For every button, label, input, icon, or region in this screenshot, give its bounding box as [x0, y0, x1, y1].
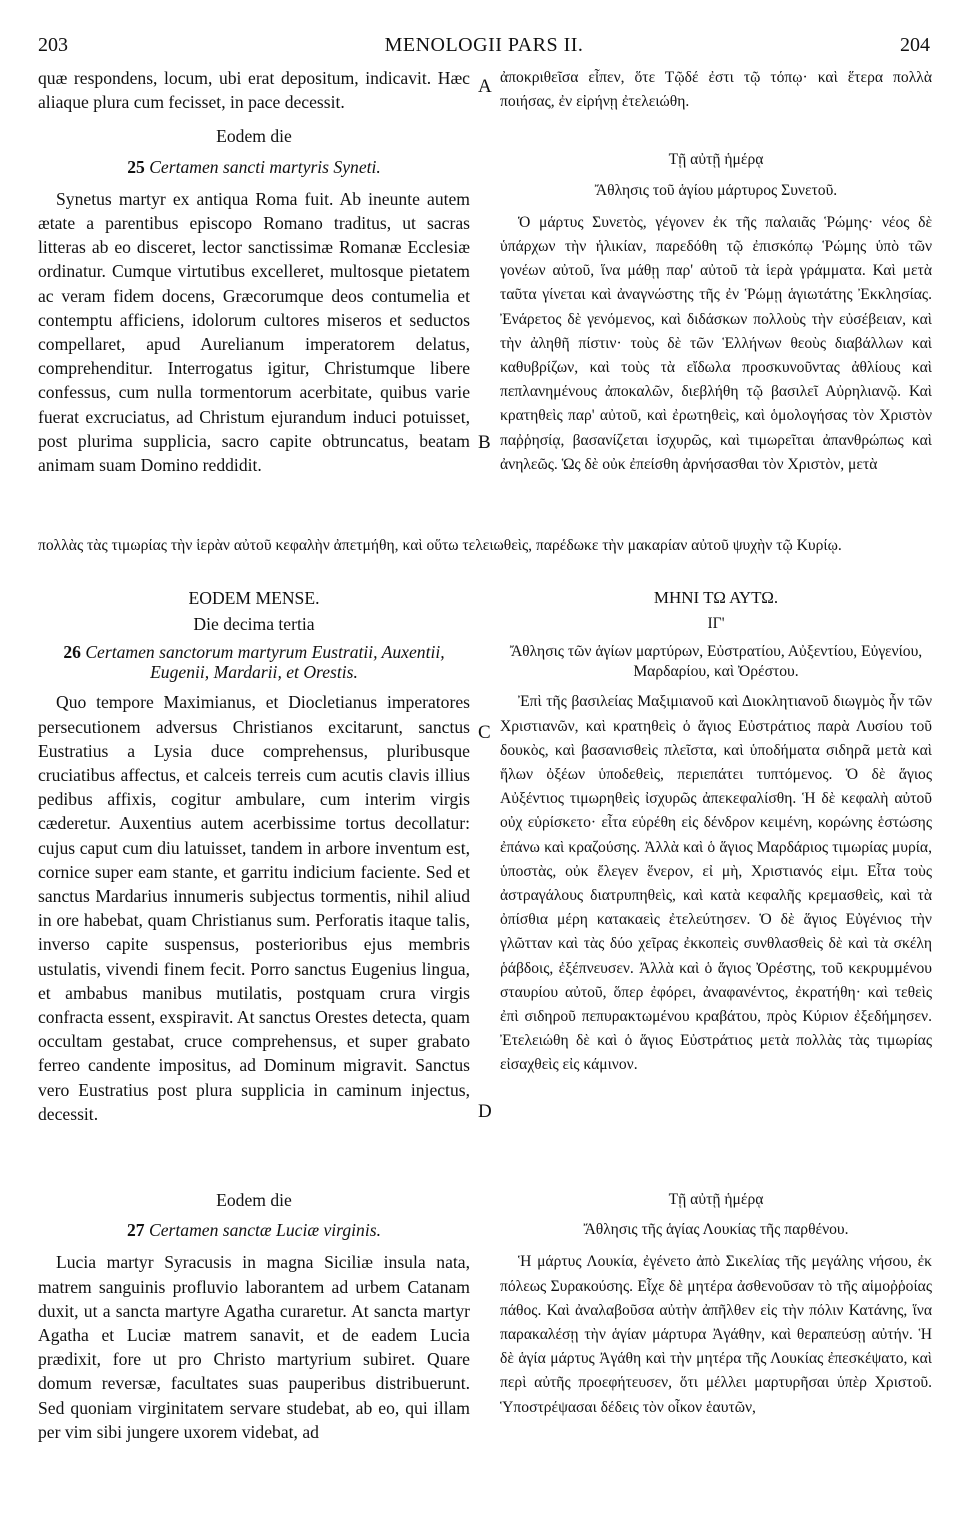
greek-title-26: Ἄθλησις τῶν ἁγίων μαρτύρων, Εὐστρατίου, Αὐξεντίου, Εὐγενίου, Μαρδαρίου, καὶ Ὀρέστου. — [509, 643, 923, 681]
greek-paragraph-26: Ἐπὶ τῆς βασιλείας Μαξιμιανοῦ καὶ Διοκλητιανοῦ διωγμὸς ἦν τῶν Χριστιανῶν, καὶ κρατηθεὶς ὁ ἅγιος Εὐστράτιος παρὰ Λυσίου τοῦ δουκὸς, καὶ βασανισθεὶς πλεῖστα, καὶ ὑποδήματα σιδηρᾶ μετὰ καὶ ἥλων ὀξέων ὑποδεθεὶς, περιεπάτει τυπτόμενος. Ὁ δὲ ἅγιος Αὐξέντιος τιμωρηθεὶς ἰσχυρῶς ἀπεκεφαλίσθη. Ἡ δὲ κεφαλὴ αὐτοῦ οὐχ εὑρίσκετο· εἶτα εὑρέθη εἰς δένδρον κειμένη, κορώνης ἑστώσης ἐπάνω καὶ κραζούσης. Ἀλλὰ καὶ ὁ ἅγιος Μαρδάριος τιμωρίας μυρία, ὑποστὰς, οὐκ ἔλεγεν ἕνερον, εἰ μὴ, Χριστιανός εἰμι. Εἶτα τοὺς ἀστραγάλους διατρυπηθεὶς, καὶ κατὰ κεφαλῆς κρεμασθεὶς, καὶ τὰ ὀπίσθια μέρη κατακαεὶς ἐτελεύτησεν. Ὁ δὲ ἅγιος Εὐγένιος τὴν γλῶτταν καὶ τὰς δύο χεῖρας ἐκκοπεὶς συνθλασθεὶς δὲ καὶ τὰ σκέλη ῥάβδοις, ἐξέπνευσεν. Ἀλλὰ καὶ ὁ ἅγιος Ὀρέστης, τοῦ κεκρυμμένου σταυρίου αὐτοῦ, ὅπερ ἐφόρει, ἀναφανέντος, ἐκρατήθη· καὶ τεθεὶς ἐπὶ σιδηροῦ πεπυρακτωμένου κραβάτου, πρὸς Κύριον ἐξεδήμησεν. Ἐτελειώθη δὲ καὶ ὁ ἅγιος Εὐστράτιος μετὰ πολλὰς τὰς τιμωρίας εἰσαχθεὶς εἰς κάμινον. — [500, 693, 932, 1074]
latin-paragraph-26: Quo tempore Maximianus, et Diocletianus imperatores persecutionem adversus Christianos excitarunt, sanctus Eustratius a Lysia duce comprehensus, pluribusque cruciatibus affectus, et calceis terreis cum acutis clavis illius pedibus affixis, cogitur ambulare, cum interim virgis cæderetur. Auxentius autem acerbissime tortus decollatur: cujus caput cum diu latuisset, tandem in arbore inventum est, cornice super eam stante, et garritu indicium faciente. Sed et sanctus Mardarius innumeris subjectus tormentis, nihil aliud in ore habebat, quam Christianus sum. Perforatis itaque talis, inverso capite suspensus, posterioribus ejus membris ustulatis, vivendi finem fecit. Porro sanctus Eugenius lingua, et ambabus manibus mutilatis, postquam crura virgis confracta essent, exspiravit. At sanctus Orestes detecta, quam occultam gestabat, cruce comprehensus, et super grabato ferreo candente impositus, ad Dominum migravit. Sanctus vero Eustratius post plura supplicia in caminum injectus, decessit. — [38, 692, 470, 1124]
latin-column-middle — [38, 586, 470, 1126]
latin-title-text-26: Certamen sanctorum martyrum Eustratii, Auxentii, Eugenii, Mardarii, et Orestis. — [85, 642, 445, 683]
greek-title-27: Ἄθλησις τῆς ἁγίας Λουκίας τῆς παρθένου. — [583, 1221, 849, 1239]
latin-heading-day-13: Die decima tertia — [193, 614, 315, 635]
greek-column-bottom — [500, 1188, 932, 1420]
running-title: MENOLOGII PARS II. — [384, 34, 584, 56]
right-page-number: 204 — [900, 34, 930, 56]
running-header — [38, 34, 930, 58]
latin-paragraph-27: Lucia martyr Syracusis in magna Siciliæ insula nata, matrem sanguinis profluvio laborantem ad urbem Catanam duxit, ut a sancta martyre Agatha curaretur. At sancta martyr Agatha et Luciæ matrem sanavit, et de eadem Lucia prædixit, fore ut pro Christo martyrium subiret. Quare domum reversæ, facultates suas pauperibus distribuerunt. Sed quoniam virginitatem servare studebat, ab eo, qui illam per vim sibi jungere uxorem videbat, ad — [38, 1252, 470, 1442]
greek-paragraph-27: Ἡ μάρτυς Λουκία, ἐγένετο ἀπὸ Σικελίας τῆς μεγάλης νήσου, ἐκ πόλεως Συρακούσης. Εἶχε δὲ μητέρα ἀσθενοῦσαν τὸ τῆς αἱμοῤῥοίας πάθος. Καὶ ἀναλαβοῦσα αὐτὴν ἀπῆλθεν εἰς τὴν πόλιν Κατάνης, ἵνα παρακαλέσῃ τὴν ἁγίαν μάρτυρα Ἀγάθην, καὶ θεραπεύσῃ αὐτήν. Ἡ δὲ ἁγία μάρτυς Ἀγάθη καὶ τὴν μητέρα τῆς Λουκίας ἐπεσκέψατο, καὶ περὶ αὐτῆς προεφήτευσεν, ὅτι μέλλει μαρτυρῆσαι ὑπὲρ Χριστοῦ. Ὑποστρέψασαι δέδεις τὸν οἶκον ἑαυτῶν, — [500, 1253, 932, 1416]
margin-letter-c: C — [478, 722, 491, 743]
greek-heading-day-25: Τῇ αὐτῇ ἡμέρᾳ — [668, 151, 764, 169]
entry-number-26: 26 — [63, 642, 81, 663]
greek-title-25: Ἄθλησις τοῦ ἁγίου μάρτυρος Συνετοῦ. — [594, 181, 838, 199]
latin-column-top — [38, 66, 470, 477]
latin-column-bottom — [38, 1188, 470, 1444]
latin-title-text-27: Certamen sanctæ Luciæ virginis. — [149, 1220, 381, 1241]
greek-heading-month: ΜΗΝΙ ΤΩ ΑΥΤΩ. — [653, 588, 779, 607]
latin-paragraph-25: Synetus martyr ex antiqua Roma fuit. Ab ineunte autem ætate a parentibus episcopo Romano traditus, ut sacras litteras ab eo disceret, lector sanctissimæ Romanæ Ecclesiæ ordinatur. Cumque virtutibus excelleret, multosque pietatem ac veram fidem docens, Græcorumque deos contumelia et contemptu afficiens, idolorum cultores miseros et seductos compellaret, apud Aurelianum imperatorem delatus, comprehenditur. Interrogatus igitur, Christumque libere confessus, cum nulla tormentorum acerbitate, quibus varie fuerat excruciatus, ad Christum ejurandum induci potuisset, post plurima supplicia, sacro capite obtruncatus, beatam animam suam Domino reddidit. — [38, 188, 470, 476]
latin-title-26 — [38, 642, 470, 682]
greek-column-middle — [500, 586, 932, 1078]
greek-paragraph-25-continuation: πολλὰς τὰς τιμωρίας τὴν ἱερὰν αὐτοῦ κεφαλὴν ἀπετμήθη, καὶ οὕτω τελειωθεὶς, παρέδωκε τὴν μακαρίαν αὐτοῦ ψυχὴν τῷ Κυρίῳ. — [38, 537, 842, 554]
greek-paragraph-25: Ὁ μάρτυς Συνετὸς, γέγονεν ἐκ τῆς παλαιᾶς Ῥώμης· νέος δὲ ὑπάρχων τὴν ἡλικίαν, παρεδόθη τῷ ἐπισκόπῳ Ῥώμης ὑπὸ τῶν γονέων αὐτοῦ, ἵνα μάθῃ παρ' αὐτοῦ τὰ ἱερὰ γράμματα. Καὶ μετὰ ταῦτα γίνεται καὶ ἀναγνώστης τῆς ἐν Ῥώμῃ ἁγιωτάτης Ἐκκλησίας. Ἐνάρετος δὲ γενόμενος, καὶ διδάσκων πολλοὺς τὴν εὐσέβειαν, καὶ τὴν ἀληθῆ πίστιν· τοὺς δὲ τῶν Ἑλλήνων θεοὺς διαβάλλων καὶ καθυβρίζων, καὶ τοὺς τὰ εἴδωλα προσκυνοῦντας ἀθλίους καὶ πεπλανημένους ἀποκαλῶν, διεβλήθη τῷ βασιλεῖ Αὐρηλιανῷ. Καὶ κρατηθεὶς παρ' αὐτοῦ, καὶ ἐρωτηθεὶς, καὶ ὁμολογήσας τὸν Χριστὸν παῤῥησίᾳ, βασανίζεται ἰσχυρῶς, καὶ τιμωρεῖται ἀπανθρώπως καὶ ἀνηλεῶς. Ὡς δὲ οὐκ ἐπείσθη ἀρνήσασθαι τὸν Χριστὸν, μετὰ — [500, 213, 932, 473]
margin-letter-b: B — [478, 432, 491, 453]
greek-column-top — [500, 66, 932, 477]
latin-intro: quæ respondens, locum, ubi erat depositum, indicavit. Hæc aliaque plura cum fecisset, in pace decessit. — [38, 68, 470, 113]
entry-number-27: 27 — [127, 1220, 145, 1241]
latin-title-27 — [38, 1218, 470, 1242]
entry-number-25: 25 — [127, 156, 145, 177]
greek-heading-day-27: Τῇ αὐτῇ ἡμέρᾳ — [668, 1191, 764, 1208]
latin-heading-month: EODEM MENSE. — [188, 588, 320, 608]
margin-letter-d: D — [478, 1101, 492, 1122]
latin-title-text-25: Certamen sancti martyris Syneti. — [149, 156, 381, 177]
left-page-number: 203 — [38, 34, 68, 56]
greek-heading-day-13: ΙΓ' — [707, 615, 725, 633]
greek-intro: ἀποκριθεῖσα εἶπεν, ὅτε Τῷδέ ἐστι τῷ τόπῳ· καὶ ἕτερα πολλὰ ποιήσας, ἐν εἰρήνῃ ἐτελειώθη. — [500, 69, 932, 111]
latin-heading-day-27: Eodem die — [216, 1190, 292, 1210]
latin-title-25 — [38, 155, 470, 179]
margin-letter-a: A — [478, 76, 492, 97]
latin-heading-day-25: Eodem die — [216, 126, 292, 147]
